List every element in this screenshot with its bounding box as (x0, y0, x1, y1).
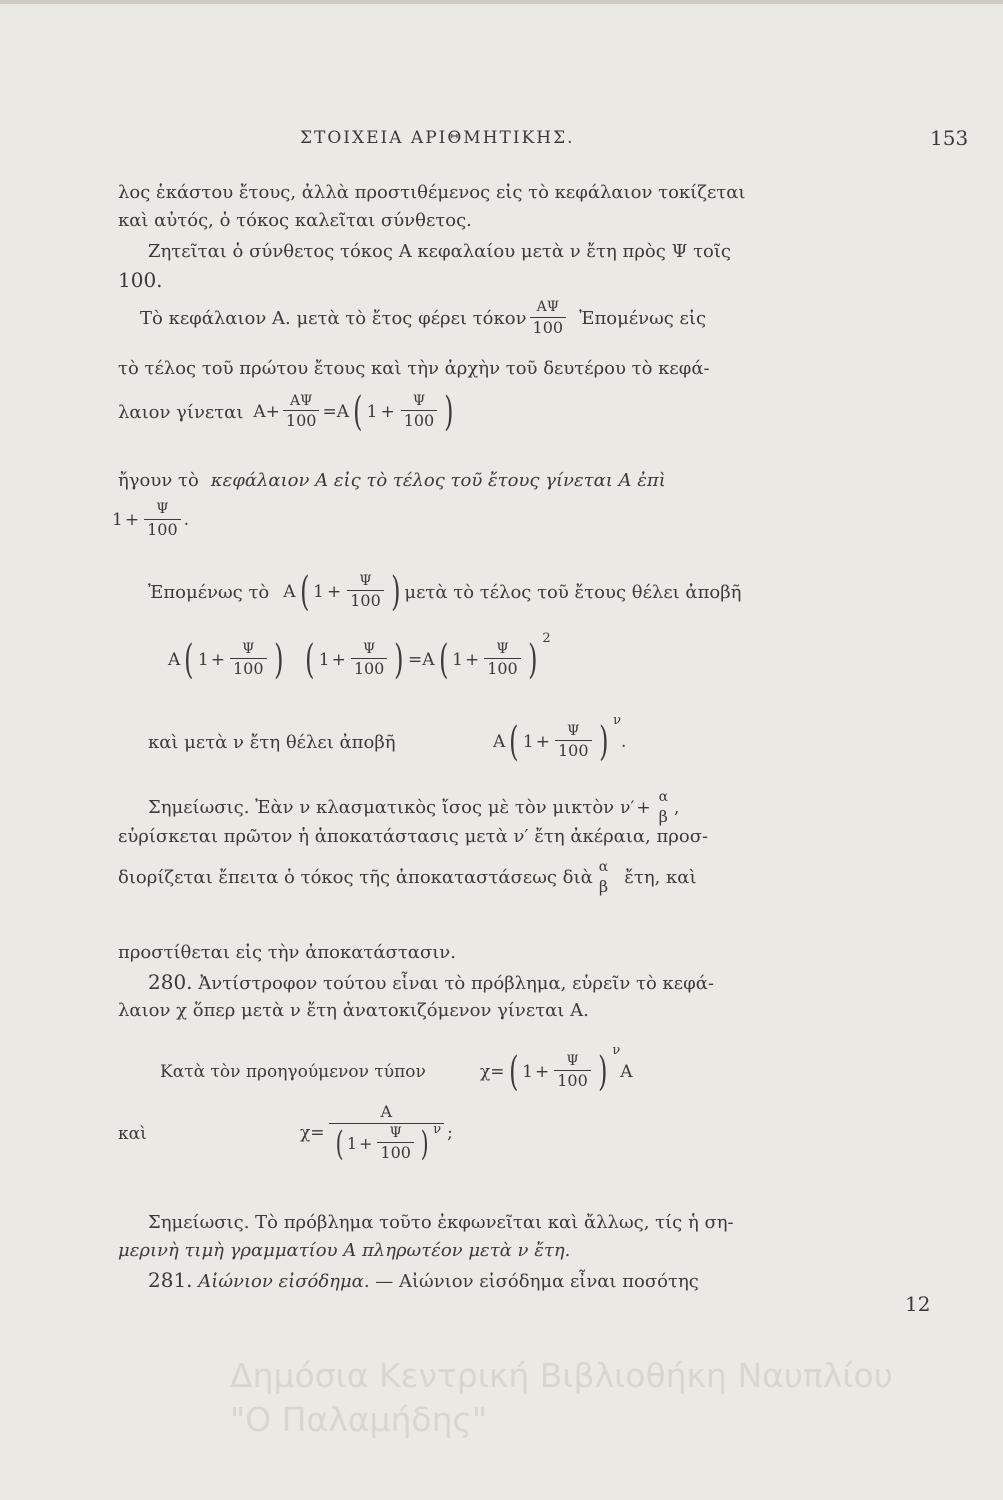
formula-after-first-year: Ἐπομένως τὸ Α ( 1 + $\frac{\Psi}{100}$ ) μετὰ τὸ τέλος τοῦ ἔτους θέλει ἀποβῆ (148, 569, 742, 615)
section-number-281: 281. (148, 1268, 193, 1292)
library-watermark-line1: Δημόσια Κεντρική Βιβλιοθήκη Ναυπλίου (230, 1356, 893, 1395)
page-number: 153 (930, 126, 969, 150)
section-281: 281. Αἰώνιον εἰσόδημα. — Αἰώνιον εἰσόδημα εἶναι ποσότης (148, 1268, 699, 1292)
text-line-16: προστίθεται εἰς τὴν ἀποκατάστασιν. (118, 942, 456, 963)
text-line-5a: Τὸ κεφάλαιον Α. μετὰ τὸ ἔτος φέρει τόκον (140, 307, 527, 329)
formula-chi-power: Κατὰ τὸν προηγούμενον τύπον χ= ( 1 + $\frac{\Psi}{100}$ ) ν Α (160, 1042, 633, 1095)
page-top-edge (0, 0, 1003, 4)
formula-second-year: Α ( 1 + $\frac{\Psi}{100}$ ) ( 1 + $\frac{\Psi}{100}$ ) = Α ( 1 + $\frac{\Psi}{100}$ ) 2 (168, 630, 551, 683)
text-line-5 (140, 300, 706, 336)
text-line-6: τὸ τέλος τοῦ πρώτου ἔτους καὶ τὴν ἀρχὴν τοῦ δευτέρου τὸ κεφά- (118, 358, 710, 379)
formula-one-plus-psi: 1 + $\frac{\Psi}{100}$ . (112, 501, 190, 539)
formula-first-year: λαιον γίνεται Α+ $\frac{A\Psi}{100}$ = Α ( 1 + $\frac{\Psi}{100}$ ) (118, 389, 454, 435)
library-watermark-line2: "Ο Παλαμήδης" (230, 1400, 488, 1439)
formula-after-n-years: καὶ μετὰ ν ἔτη θέλει ἀποβῆ Α ( 1 + $\frac{\Psi}{100}$ ) ν . (148, 712, 627, 765)
text-line-2: καὶ αὐτός, ὁ τόκος καλεῖται σύνθετος. (118, 210, 472, 231)
text-and: καὶ (118, 1124, 147, 1144)
section-280: 280. Ἀντίστροφον τούτου εἶναι τὸ πρόβλημα, εὑρεῖν τὸ κεφά- (148, 970, 714, 994)
text-line-1: λος ἑκάστου ἔτους, ἀλλὰ προστιθέμενος εἰς τὸ κεφάλαιον τοκίζεται (118, 182, 746, 203)
text-line-18: λαιον χ ὅπερ μετὰ ν ἔτη ἀνατοκιζόμενον γίνεται Α. (118, 1000, 589, 1021)
text-line-5b: Ἐπομένως εἰς (579, 307, 707, 329)
text-line-4: 100. (118, 268, 163, 292)
text-line-8: ἤγουν τὸ κεφάλαιον Α εἰς τὸ τέλος τοῦ ἔτους γίνεται Α ἐπὶ (118, 470, 666, 491)
text-line-14: εὑρίσκεται πρῶτον ἡ ἀποκατάστασις μετὰ ν′ ἔτη ἀκέραια, προσ- (118, 826, 709, 847)
note-mixed-number: Σημείωσις. Ἐὰν ν κλασματικὸς ἴσος μὲ τὸν μικτὸν ν′ + α β , (148, 789, 680, 826)
text-line-21: Σημείωσις. Τὸ πρόβλημα τοῦτο ἐκφωνεῖται καὶ ἄλλως, τίς ἡ ση- (148, 1212, 734, 1233)
text-line-22: μερινὴ τιμὴ γραμματίου Α πληρωτέον μετὰ ν ἔτη. (118, 1240, 571, 1261)
fraction-APsi-100: $\frac{A\Psi}{100}$ (530, 300, 567, 336)
signature-mark: 12 (905, 1292, 931, 1316)
running-header: ΣΤΟΙΧΕΙΑ ΑΡΙΘΜΗΤΙΚΗΣ. (300, 128, 575, 148)
text-line-15: διορίζεται ἔπειτα ὁ τόκος τῆς ἀποκαταστάσεως διὰ α β ἔτη, καὶ (118, 859, 697, 896)
text-line-3: Ζητεῖται ὁ σύνθετος τόκος Α κεφαλαίου μετὰ ν ἔτη πρὸς Ψ τοῖς (148, 241, 732, 262)
formula-chi-fraction: χ= Α ( 1 + $\frac{\Psi}{100}$ ) ν ; (300, 1102, 453, 1165)
section-number-280: 280. (148, 970, 193, 994)
